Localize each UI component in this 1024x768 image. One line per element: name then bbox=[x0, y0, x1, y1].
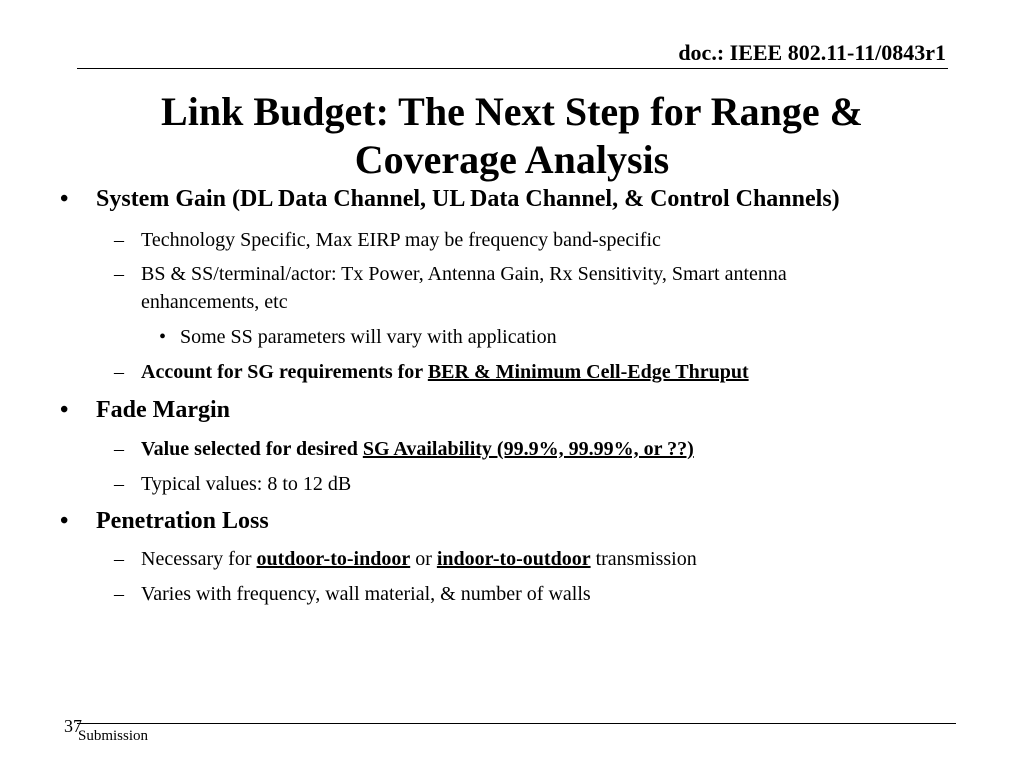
bullet-marker: • bbox=[159, 326, 167, 348]
sub-item-plain-text: or bbox=[410, 548, 437, 570]
sub-item-plain-text: Account for SG requirements for bbox=[141, 361, 428, 383]
sub-item-text: Technology Specific, Max EIRP may be frequency band-specific bbox=[141, 229, 661, 251]
header-rule bbox=[77, 68, 948, 69]
dash-marker: – bbox=[114, 583, 124, 605]
dash-marker: – bbox=[114, 229, 124, 251]
sub-item-text bbox=[141, 548, 697, 571]
slide-title-line-1: Link Budget: The Next Step for Range & bbox=[161, 89, 863, 134]
bullet-marker: • bbox=[60, 186, 69, 212]
sub-item-plain-text: Value selected for desired bbox=[141, 438, 363, 460]
slide-title bbox=[0, 88, 1024, 184]
sub-item-text bbox=[141, 361, 749, 384]
dash-marker: – bbox=[114, 473, 124, 495]
dash-marker: – bbox=[114, 361, 124, 383]
dash-marker: – bbox=[114, 548, 124, 570]
page-number: 37 bbox=[64, 716, 82, 736]
dash-marker: – bbox=[114, 263, 124, 285]
sub-sub-item-text: Some SS parameters will vary with application bbox=[180, 326, 557, 348]
dash-marker: – bbox=[114, 438, 124, 460]
sub-item-underlined-text: outdoor-to-indoor bbox=[256, 548, 411, 570]
sub-item-underlined-text: indoor-to-outdoor bbox=[436, 548, 591, 570]
sub-item-text: Typical values: 8 to 12 dB bbox=[141, 473, 352, 495]
sub-item-text bbox=[141, 438, 694, 461]
bullet-text: Penetration Loss bbox=[96, 508, 269, 534]
bullet-marker: • bbox=[60, 397, 69, 423]
footer-submission-label: Submission bbox=[78, 728, 149, 744]
footer-rule bbox=[77, 723, 956, 724]
bullet-marker: • bbox=[60, 508, 69, 534]
slide-title-line-2: Coverage Analysis bbox=[354, 137, 670, 182]
sub-item-text-line-1: BS & SS/terminal/actor: Tx Power, Antenna Gain, Rx Sensitivity, Smart antenna bbox=[141, 263, 787, 285]
bullet-text: System Gain (DL Data Channel, UL Data Channel, & Control Channels) bbox=[96, 186, 840, 212]
document-id: doc.: IEEE 802.11-11/0843r1 bbox=[678, 40, 946, 65]
sub-item-plain-text: Necessary for bbox=[141, 548, 257, 570]
sub-item-underlined-text: BER & Minimum Cell-Edge Thruput bbox=[427, 361, 749, 383]
bullet-text: Fade Margin bbox=[96, 397, 230, 423]
sub-item-plain-text: transmission bbox=[590, 548, 697, 570]
sub-item-text: Varies with frequency, wall material, & number of walls bbox=[141, 583, 591, 605]
sub-item-text-line-2: enhancements, etc bbox=[141, 291, 288, 313]
sub-item-underlined-text: SG Availability (99.9%, 99.99%, or ??) bbox=[362, 438, 694, 460]
